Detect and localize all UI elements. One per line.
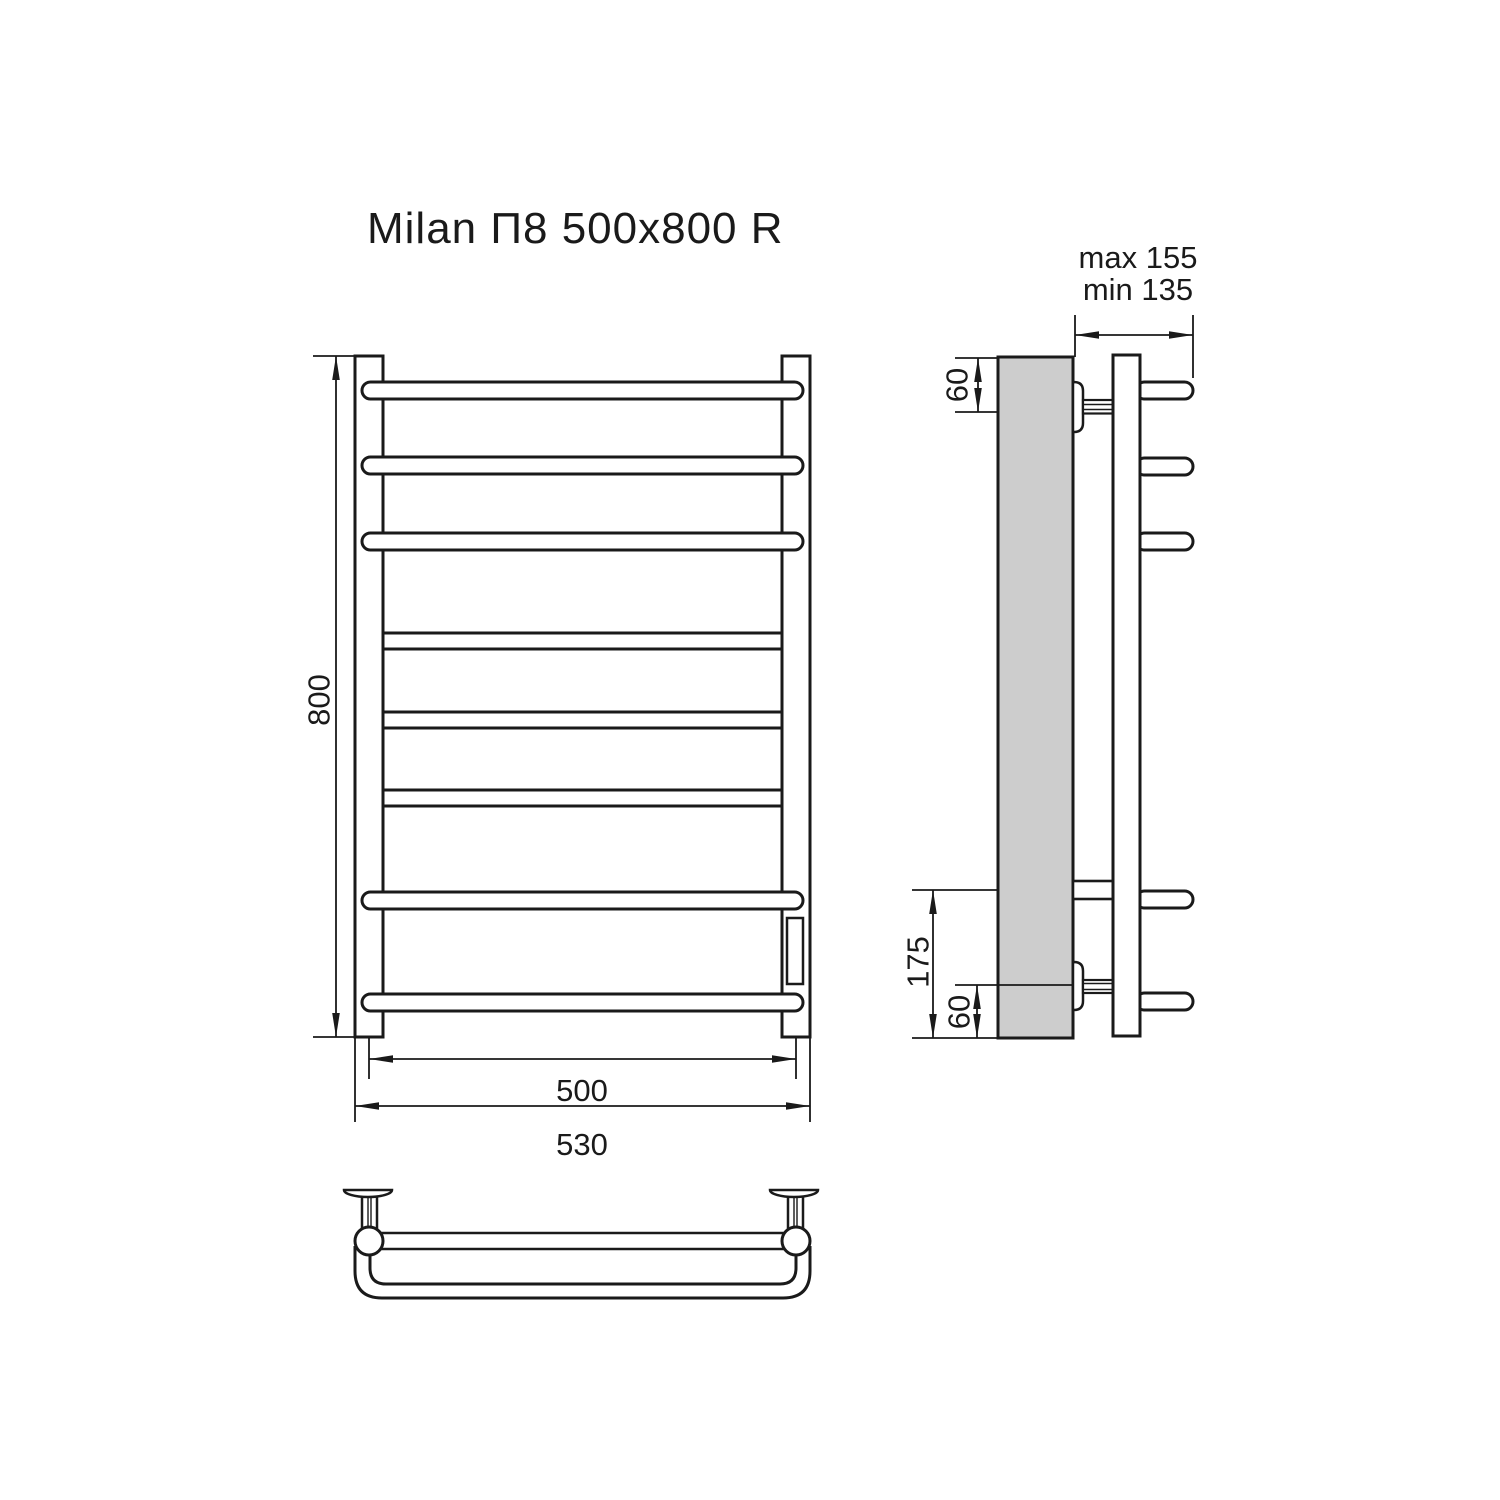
side-crossbar-end bbox=[1136, 382, 1193, 399]
top-view-right-bracket-ball bbox=[782, 1227, 810, 1255]
top-view-left-stem bbox=[362, 1196, 377, 1229]
front-view bbox=[302, 356, 811, 1162]
drawing-title: Milan П8 500x800 R bbox=[367, 204, 784, 253]
side-crossbar-end bbox=[1136, 533, 1193, 550]
front-pill-crossbar bbox=[362, 994, 803, 1011]
top-view-crossbar-loop-inner bbox=[370, 1250, 796, 1284]
bottom-bracket-flange bbox=[1073, 962, 1083, 1010]
front-flat-crossbar bbox=[383, 633, 782, 649]
side-rail bbox=[1113, 355, 1140, 1036]
front-pill-crossbar bbox=[362, 533, 803, 550]
top-view-left-flange bbox=[344, 1190, 392, 1197]
top-bracket-stem bbox=[1083, 400, 1113, 414]
side-bottom-offset-label: 60 bbox=[941, 994, 977, 1030]
side-bottom-span-label: 175 bbox=[900, 936, 936, 988]
side-depth-min-label: min 135 bbox=[1082, 272, 1194, 307]
side-depth-max-label: max 155 bbox=[1078, 240, 1198, 275]
wall bbox=[998, 357, 1073, 1038]
side-crossbar-end bbox=[1136, 993, 1193, 1010]
top-view-right-stem bbox=[788, 1196, 803, 1229]
front-span-dimension bbox=[369, 1038, 796, 1108]
top-view-rail-tube bbox=[369, 1233, 796, 1249]
front-span-label: 500 bbox=[556, 1073, 608, 1108]
top-view-left-bracket-ball bbox=[355, 1227, 383, 1255]
top-view-right-flange bbox=[770, 1190, 818, 1197]
top-view-crossbar-loop-outer bbox=[355, 1246, 810, 1298]
front-flat-crossbar bbox=[383, 712, 782, 728]
front-height-label: 800 bbox=[301, 674, 337, 726]
front-pill-crossbar bbox=[362, 457, 803, 474]
side-top-offset-dimension bbox=[940, 358, 999, 412]
heating-element-box bbox=[787, 918, 803, 984]
top-view bbox=[344, 1190, 818, 1298]
front-overall-width-label: 530 bbox=[556, 1127, 608, 1162]
side-crossbar-end bbox=[1136, 458, 1193, 475]
front-pill-crossbar bbox=[362, 382, 803, 399]
side-view bbox=[901, 240, 1198, 1038]
front-flat-crossbar bbox=[383, 790, 782, 806]
side-crossbar-end bbox=[1136, 891, 1193, 908]
middle-bracket bbox=[1073, 881, 1113, 899]
bottom-bracket-stem bbox=[1083, 980, 1113, 993]
front-pill-crossbar bbox=[362, 892, 803, 909]
top-bracket-flange bbox=[1073, 382, 1083, 432]
side-top-offset-label: 60 bbox=[939, 367, 975, 403]
